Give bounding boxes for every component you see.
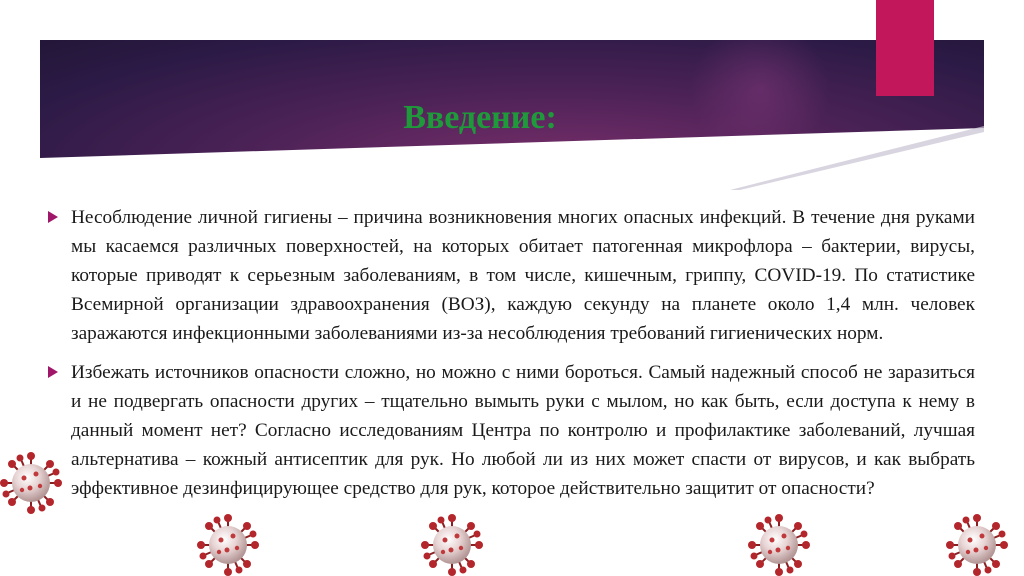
virus-icon	[197, 514, 259, 576]
virus-icon	[946, 514, 1008, 576]
accent-tab	[876, 0, 934, 96]
bullet-text: Несоблюдение личной гигиены – причина возникновения многих опасных инфекций. В течение дня руками мы касаемся различных поверхностей, на которых обитает патогенная микрофлора – бактерии, вирусы, которые приводят к серьезным заболеваниям, в том числе, кишечным, гриппу, COVID-19. По статистике Всемирной организации здравоохранения (ВОЗ), каждую секунду на планете около 1,4 млн. человек заражаются инфекционными заболеваниями из-за несоблюдения требований гигиенических норм.	[71, 207, 975, 344]
bullet-triangle-icon	[48, 211, 58, 223]
bullet-item	[48, 358, 975, 503]
bullet-list	[48, 203, 975, 513]
virus-icon	[421, 514, 483, 576]
slide-title: Введение:	[403, 99, 557, 136]
bullet-triangle-icon	[48, 366, 58, 378]
virus-icon	[748, 514, 810, 576]
bullet-text: Избежать источников опасности сложно, но можно с ними бороться. Самый надежный способ не заразиться и не подвергать опасности других – тщательно вымыть руки с мылом, но как быть, если доступа к нему в данный момент нет? Согласно исследованиям Центра по контролю и профилактике заболеваний, лучшая альтернатива – кожный антисептик для рук. Но любой ли из них может спасти от вирусов, и как выбрать эффективное дезинфицирующее средство для рук, которое действительно защитит от опасности?	[71, 362, 975, 499]
virus-icon	[0, 452, 62, 514]
bullet-item	[48, 203, 975, 348]
